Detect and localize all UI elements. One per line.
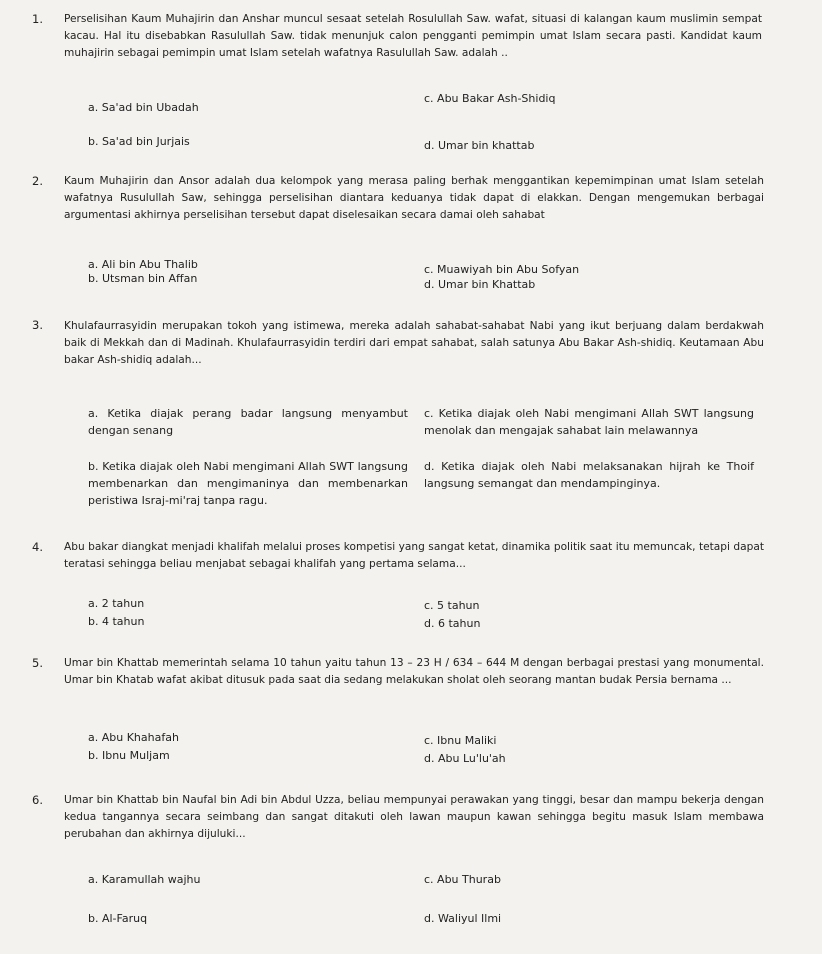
option-c: c. Ibnu Maliki <box>424 734 497 747</box>
option-b: b. Sa'ad bin Jurjais <box>88 135 190 148</box>
option-d: d. Waliyul Ilmi <box>424 912 502 925</box>
option-a: a. Karamullah wajhu <box>88 873 201 886</box>
question-number: 4. <box>32 540 43 554</box>
option-a: a. Sa'ad bin Ubadah <box>88 101 199 114</box>
option-c: c. Ketika diajak oleh Nabi mengimani Allah SWT langsung menolak dan mengajak sahabat lain melawannya <box>424 407 754 437</box>
option-c: c. Abu Bakar Ash-Shidiq <box>424 92 556 105</box>
option-d: d. 6 tahun <box>424 617 481 630</box>
option-b: b. Ibnu Muljam <box>88 749 170 762</box>
question-number: 1. <box>32 12 43 26</box>
option-c: c. 5 tahun <box>424 599 480 612</box>
option-b: b. Utsman bin Affan <box>88 272 198 285</box>
option-c: c. Muawiyah bin Abu Sofyan <box>424 263 580 276</box>
question-number: 2. <box>32 174 43 188</box>
option-b: b. Ketika diajak oleh Nabi mengimani Allah SWT langsung membenarkan dan mengimaninya dan membenarkan peristiwa Israj-mi'raj tanpa ragu. <box>88 460 408 507</box>
question-text: Umar bin Khattab bin Naufal bin Adi bin Abdul Uzza, beliau mempunyai perawakan yang tinggi, besar dan mampu bekerja dengan kedua tangannya secara seimbang dan sangat ditakuti oleh lawan maupun kawan sehingga begitu masuk Islam membawa perubahan dan akhirnya dijuluki... <box>64 794 764 840</box>
option-a: a. Abu Khahafah <box>88 731 179 744</box>
question-text: Umar bin Khattab memerintah selama 10 tahun yaitu tahun 13 – 23 H / 634 – 644 M dengan berbagai prestasi yang monumental. Umar bin Khatab wafat akibat ditusuk pada saat dia sedang melakukan sholat oleh seorang mantan budak Persia bernama ... <box>64 657 764 686</box>
option-b: b. Al-Faruq <box>88 912 148 925</box>
question-number: 5. <box>32 656 43 670</box>
option-d: d. Ketika diajak oleh Nabi melaksanakan hijrah ke Thoif langsung semangat dan mendampinginya. <box>424 460 754 490</box>
question-text: Abu bakar diangkat menjadi khalifah melalui proses kompetisi yang sangat ketat, dinamika politik saat itu memuncak, tetapi dapat teratasi sehingga beliau menjabat sebagai khalifah yang pertama selama... <box>64 541 764 570</box>
option-d: d. Abu Lu'lu'ah <box>424 752 506 765</box>
option-d: d. Umar bin khattab <box>424 139 535 152</box>
question-text: Kaum Muhajirin dan Ansor adalah dua kelompok yang merasa paling berhak menggantikan kepemimpinan umat Islam setelah wafatnya Rusulullah Saw, sehingga perselisihan diantara keduanya tidak dapat di elakkan. Dengan mengemukan berbagai argumentasi akhirnya perselisihan tersebut dapat diselesaikan secara damai oleh sahabat <box>64 175 764 221</box>
option-a: a. 2 tahun <box>88 597 145 610</box>
option-a: a. Ketika diajak perang badar langsung menyambut dengan senang <box>88 407 408 437</box>
option-c: c. Abu Thurab <box>424 873 501 886</box>
question-text: Perselisihan Kaum Muhajirin dan Anshar muncul sesaat setelah Rosulullah Saw. wafat, situasi di kalangan kaum muslimin sempat kacau. Hal itu disebabkan Rasulullah Saw. tidak menunjuk calon pengganti pemimpin umat Islam secara pasti. Kandidat kaum muhajirin sebagai pemimpin umat Islam setelah wafatnya Rasulullah Saw. adalah .. <box>64 13 762 59</box>
option-d: d. Umar bin Khattab <box>424 278 536 291</box>
option-a: a. Ali bin Abu Thalib <box>88 258 198 271</box>
question-text: Khulafaurrasyidin merupakan tokoh yang istimewa, mereka adalah sahabat-sahabat Nabi yang ikut berjuang dalam berdakwah baik di Mekkah dan di Madinah. Khulafaurrasyidin terdiri dari empat sahabat, salah satunya Abu Bakar Ash-shidiq. Keutamaan Abu bakar Ash-shidiq adalah... <box>64 320 764 366</box>
question-number: 3. <box>32 318 43 332</box>
option-b: b. 4 tahun <box>88 615 145 628</box>
question-number: 6. <box>32 793 43 807</box>
